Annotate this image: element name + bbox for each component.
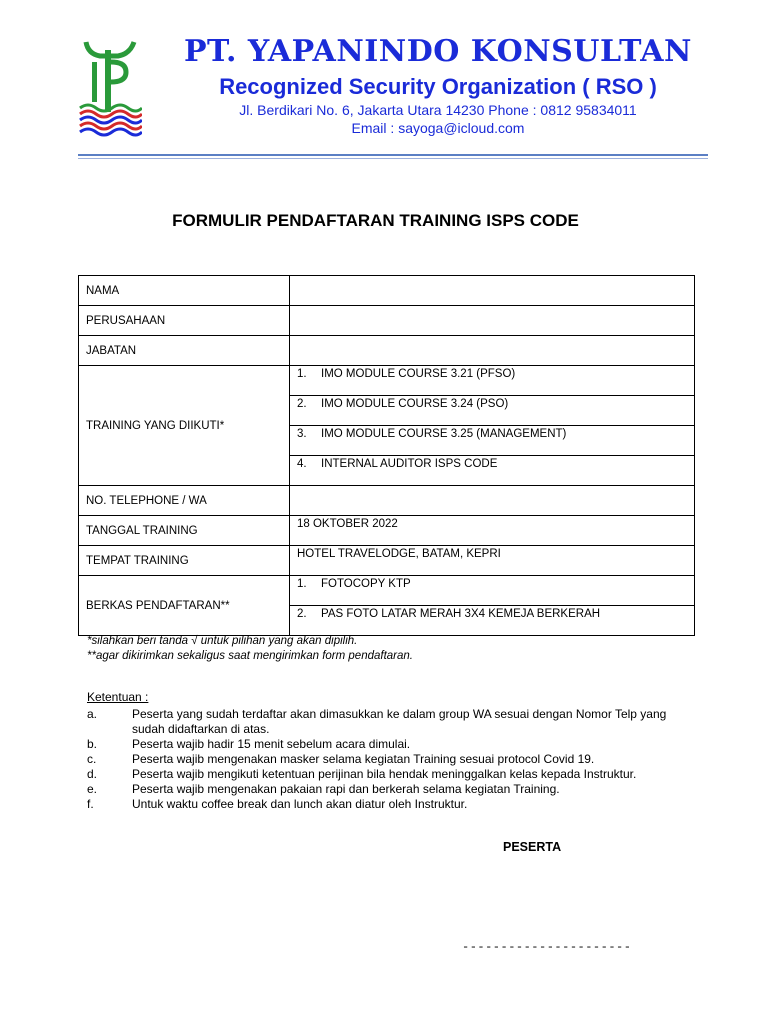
- label-jabatan: JABATAN: [79, 336, 290, 366]
- company-address: Jl. Berdikari No. 6, Jakarta Utara 14230 Phone : 0812 95834011: [239, 102, 637, 118]
- training-option-1[interactable]: 1. IMO MODULE COURSE 3.21 (PFSO): [290, 366, 695, 396]
- company-email: Email : sayoga@icloud.com: [351, 120, 525, 136]
- label-tempat: TEMPAT TRAINING: [79, 546, 290, 576]
- list-item: f. Untuk waktu coffee break dan lunch akan diatur oleh Instruktur.: [87, 797, 468, 811]
- signature-label: PESERTA: [503, 840, 562, 854]
- list-item: b. Peserta wajib hadir 15 menit sebelum acara dimulai.: [87, 737, 411, 751]
- field-perusahaan[interactable]: [290, 306, 695, 336]
- registration-table: [78, 275, 695, 636]
- training-option-2[interactable]: 2. IMO MODULE COURSE 3.24 (PSO): [290, 396, 695, 426]
- ketentuan-list: [87, 707, 697, 812]
- form-title: FORMULIR PENDAFTARAN TRAINING ISPS CODE: [172, 211, 579, 230]
- company-subtitle: Recognized Security Organization ( RSO ): [219, 74, 657, 99]
- field-jabatan[interactable]: [290, 336, 695, 366]
- ketentuan-title: Ketentuan :: [87, 690, 149, 704]
- footnote-submission: **agar dikirimkan sekaligus saat mengirimkan form pendaftaran.: [87, 650, 413, 662]
- footnote-checkmark: *silahkan beri tanda √ untuk pilihan yang akan dipilih.: [87, 635, 358, 647]
- list-item: c. Peserta wajib mengenakan masker selama kegiatan Training sesuai protocol Covid 19.: [87, 752, 595, 766]
- header-divider: [78, 154, 708, 156]
- list-item: a. Peserta yang sudah terdaftar akan dimasukkan ke dalam group WA sesuai dengan Nomor Telp yang sudah didaftarkan di atas.: [87, 707, 667, 736]
- label-tanggal: TANGGAL TRAINING: [79, 516, 290, 546]
- training-option-4[interactable]: 4. INTERNAL AUDITOR ISPS CODE: [290, 456, 695, 486]
- training-option-3[interactable]: 3. IMO MODULE COURSE 3.25 (MANAGEMENT): [290, 426, 695, 456]
- berkas-item-2: 2. PAS FOTO LATAR MERAH 3X4 KEMEJA BERKERAH: [290, 606, 695, 636]
- berkas-item-1: 1. FOTOCOPY KTP: [290, 576, 695, 606]
- header-divider-thin: [78, 158, 708, 159]
- value-tanggal: 18 OKTOBER 2022: [290, 516, 695, 546]
- field-telephone[interactable]: [290, 486, 695, 516]
- field-nama[interactable]: [290, 276, 695, 306]
- company-logo-icon: [78, 38, 142, 138]
- list-item: e. Peserta wajib mengenakan pakaian rapi dan berkerah selama kegiatan Training.: [87, 782, 560, 796]
- label-berkas: BERKAS PENDAFTARAN**: [79, 576, 290, 636]
- label-telephone: NO. TELEPHONE / WA: [79, 486, 290, 516]
- list-item: d. Peserta wajib mengikuti ketentuan perijinan bila hendak meninggalkan kelas kepada Instruktur.: [87, 767, 637, 781]
- label-training: TRAINING YANG DIIKUTI*: [79, 366, 290, 486]
- signature-line: ----------------------: [462, 940, 632, 954]
- label-perusahaan: PERUSAHAAN: [79, 306, 290, 336]
- value-tempat: HOTEL TRAVELODGE, BATAM, KEPRI: [290, 546, 695, 576]
- company-name: PT. YAPANINDO KONSULTAN: [184, 34, 692, 69]
- label-nama: NAMA: [79, 276, 290, 306]
